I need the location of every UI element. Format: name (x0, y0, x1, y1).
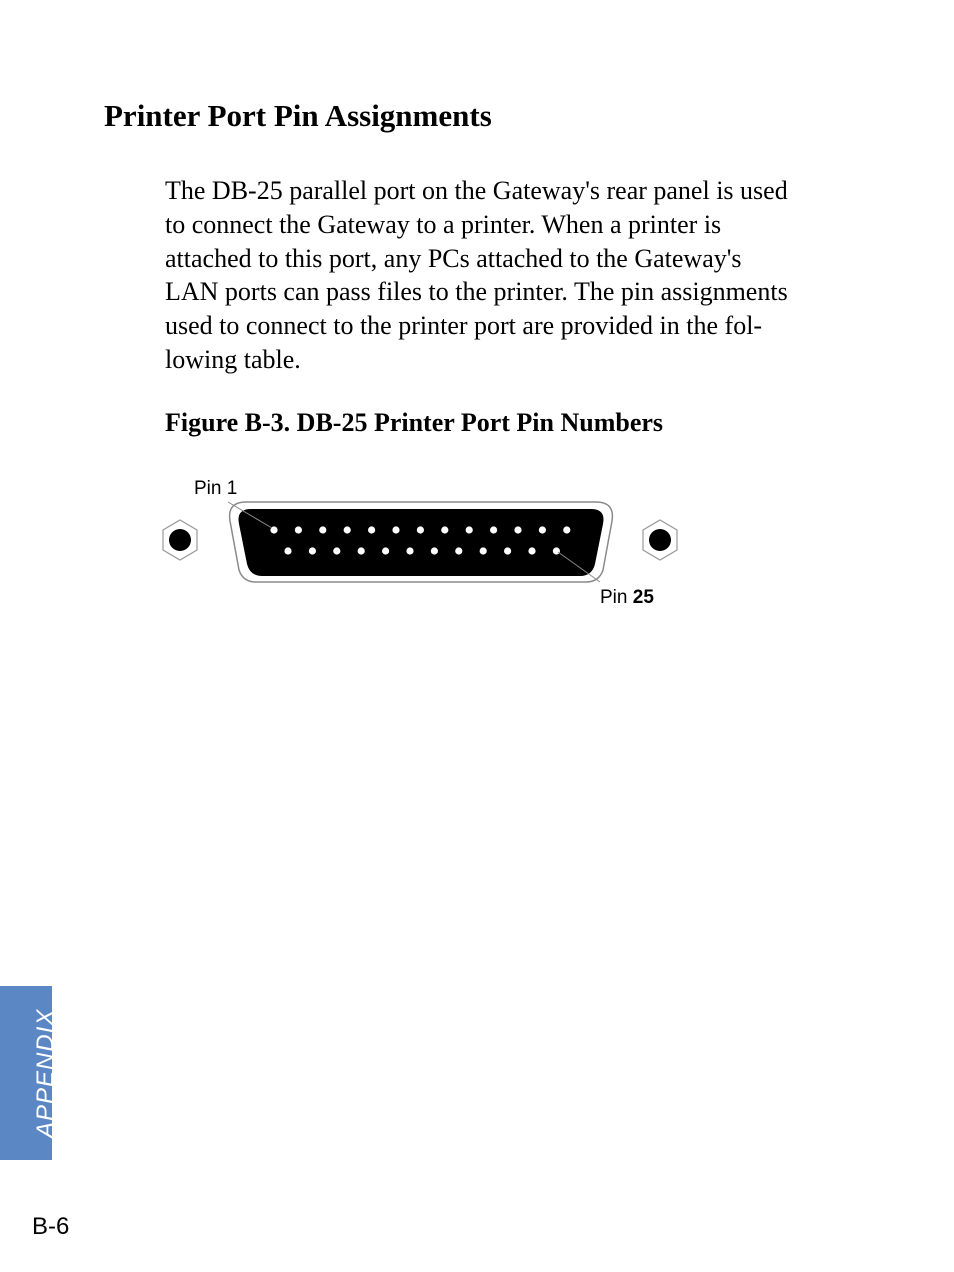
pin-19 (406, 547, 413, 554)
pin-11 (514, 526, 521, 533)
figure-caption: Figure B-3. DB-25 Printer Port Pin Numbers (165, 408, 664, 437)
pin-1-leader-line (228, 502, 272, 528)
pin-10 (490, 526, 497, 533)
page-number: B-6 (32, 1213, 70, 1240)
pin-20 (431, 547, 438, 554)
pin-23 (504, 547, 511, 554)
pin-25-label-prefix: Pin (600, 587, 633, 608)
pin-1-label (194, 478, 237, 499)
pin-1-label-number: 1 (226, 478, 238, 499)
body-line: used to connect to the printer port are provided in the fol- (165, 311, 763, 341)
body-line: attached to this port, any PCs attached to the Gateway's (165, 243, 742, 273)
pin-14 (284, 547, 291, 554)
pin-22 (480, 547, 487, 554)
pin-25-label-number: 25 (632, 587, 654, 608)
pin-group (270, 526, 570, 554)
body-line: LAN ports can pass files to the printer. The pin assignments (165, 277, 788, 307)
pin-25-label (600, 587, 654, 608)
pin-3 (319, 526, 326, 533)
right-screw-icon (643, 520, 677, 560)
body-line: to connect the Gateway to a printer. When a printer is (165, 209, 722, 239)
pin-2 (295, 526, 302, 533)
connector-shell (230, 502, 613, 582)
body-line: lowing table. (165, 344, 301, 374)
pin-1-label-prefix: Pin (194, 478, 227, 499)
connector-face (239, 509, 604, 576)
body-line: The DB-25 parallel port on the Gateway's rear panel is used (165, 176, 788, 205)
pin-7 (417, 526, 424, 533)
pin-4 (344, 526, 351, 533)
pin-6 (392, 526, 399, 533)
pin-1 (270, 526, 277, 533)
section-title: Printer Port Pin Assignments (104, 98, 492, 133)
pin-9 (466, 526, 473, 533)
pin-17 (358, 547, 365, 554)
pin-8 (441, 526, 448, 533)
pin-25 (553, 547, 560, 554)
pin-12 (539, 526, 546, 533)
body-paragraph (165, 174, 865, 377)
pin-25-leader-line (558, 552, 600, 582)
pin-18 (382, 547, 389, 554)
appendix-tab-label: APPENDIX (32, 1008, 59, 1138)
pin-21 (455, 547, 462, 554)
pin-5 (368, 526, 375, 533)
pin-16 (333, 547, 340, 554)
pin-13 (563, 526, 570, 533)
left-screw-icon (163, 520, 197, 560)
pin-15 (309, 547, 316, 554)
pin-24 (528, 547, 535, 554)
